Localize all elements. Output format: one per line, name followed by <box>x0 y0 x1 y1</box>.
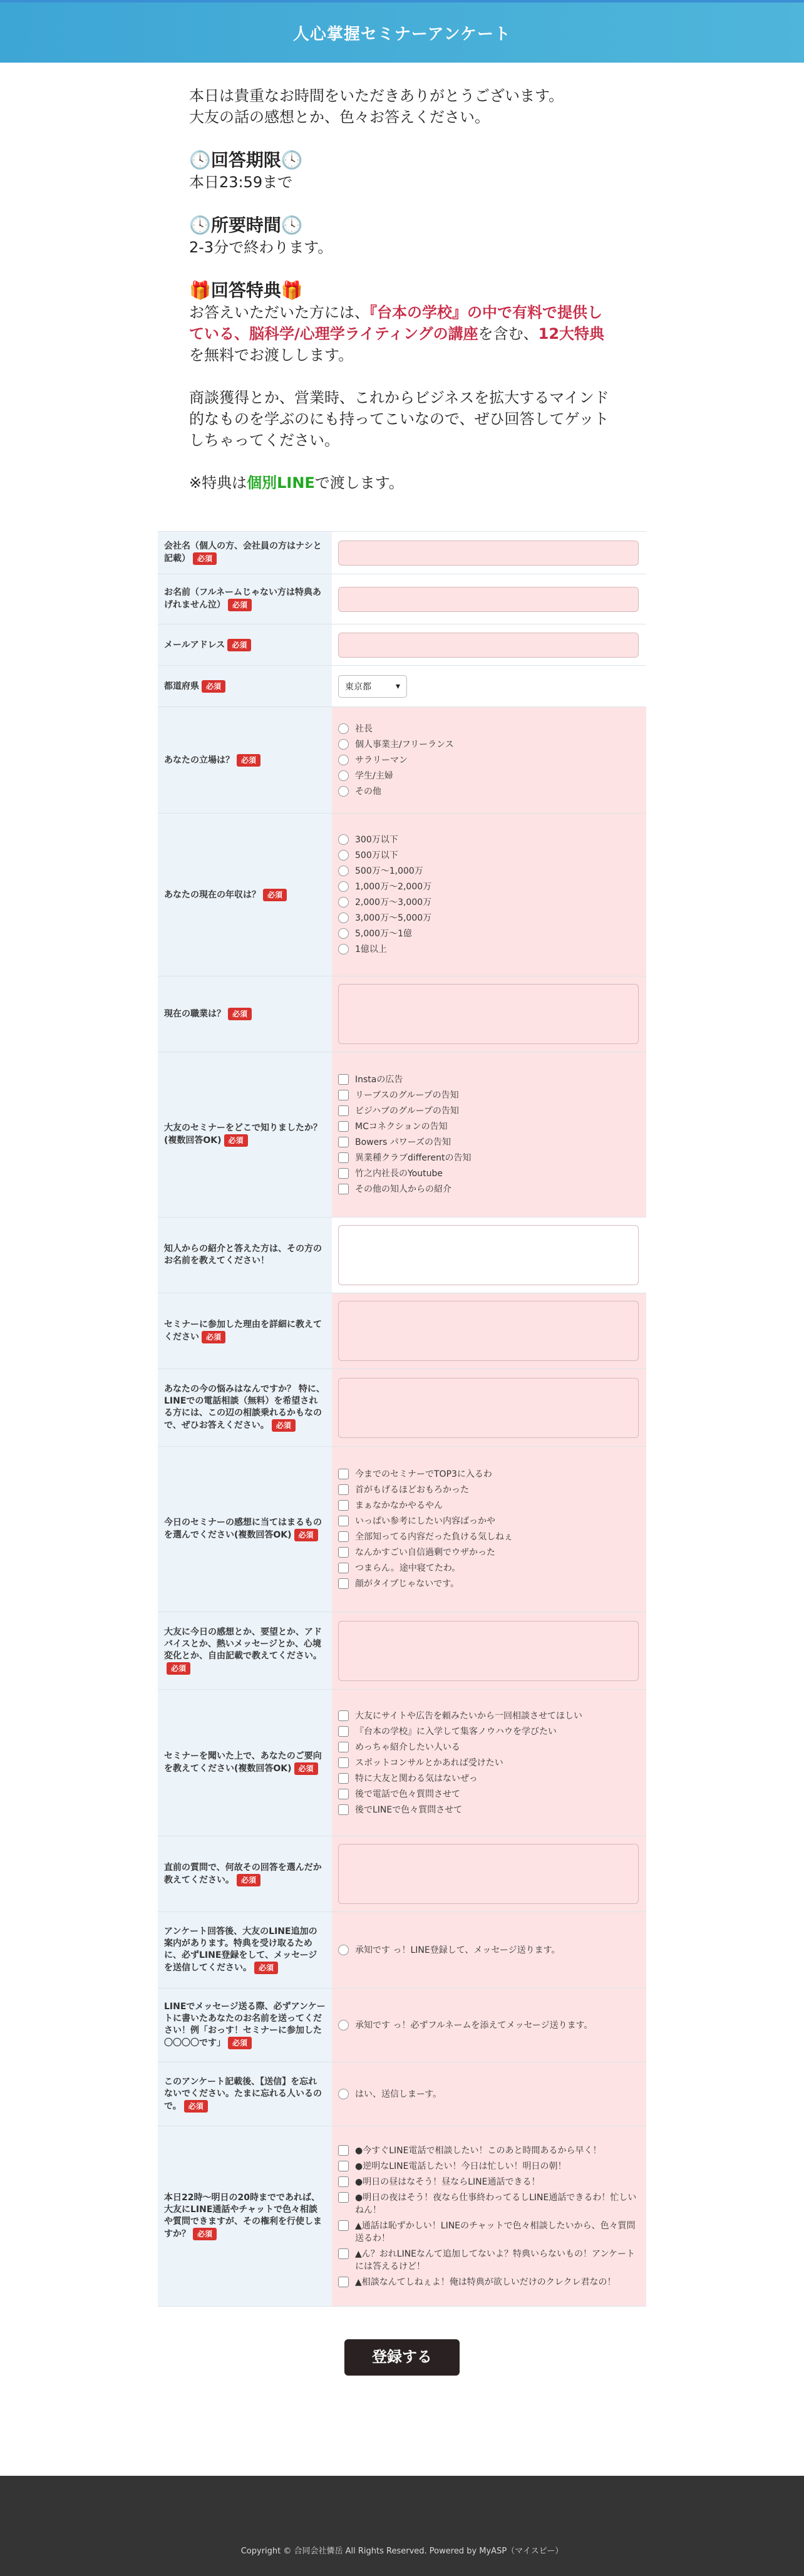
radio-button[interactable] <box>338 755 349 765</box>
impression-option[interactable]: 今までのセミナーでTOP3に入るわ <box>338 1468 640 1481</box>
bonus-note: ※特典は個別LINEで渡します。 <box>189 474 404 492</box>
income-option[interactable]: 2,000万〜3,000万 <box>338 896 640 909</box>
checkbox[interactable] <box>338 1757 349 1768</box>
checkbox[interactable] <box>338 1531 349 1542</box>
row-company <box>158 532 646 574</box>
position-label: あなたの立場は？ 必須 <box>158 707 332 814</box>
radio-button[interactable] <box>338 897 349 908</box>
line-name-option[interactable]: 承知です っ！必ずフルネームを添えてメッセージ送ります。 <box>338 2019 640 2032</box>
row-line-name <box>158 1989 646 2062</box>
required-badge: 必須 <box>202 680 225 693</box>
checkbox[interactable] <box>338 1742 349 1752</box>
row-position <box>158 707 646 814</box>
bonus-heading <box>189 279 615 302</box>
required-badge: 必須 <box>193 552 217 565</box>
checkbox[interactable] <box>338 1184 349 1194</box>
submit-row <box>0 2339 804 2376</box>
radio-button[interactable] <box>338 866 349 876</box>
required-badge: 必須 <box>237 754 260 767</box>
checkbox[interactable] <box>338 1578 349 1589</box>
call-option[interactable]: ●明日の昼はなそう！昼ならLINE通話できる！ <box>338 2176 640 2188</box>
email-label: メールアドレス 必須 <box>158 624 332 666</box>
checkbox[interactable] <box>338 1710 349 1721</box>
call-label: 本日22時〜明日の20時までであれば、大友にLINE通話やチャットで色々相談や質問できますが、その権利を行使しますか？ 必須 <box>158 2126 332 2307</box>
row-source <box>158 1052 646 1218</box>
row-job <box>158 976 646 1052</box>
radio-button[interactable] <box>338 2020 349 2030</box>
source-option[interactable]: 竹之内社長のYoutube <box>338 1167 640 1180</box>
row-send <box>158 2062 646 2126</box>
reason-label: セミナーに参加した理由を詳細に教えてください 必須 <box>158 1293 332 1369</box>
wish-option[interactable]: スポットコンサルとかあれば受けたい <box>338 1757 640 1769</box>
required-badge: 必須 <box>294 1762 318 1775</box>
chevron-down-icon: ▾ <box>395 681 400 691</box>
checkbox[interactable] <box>338 1516 349 1526</box>
call-option[interactable]: ●逆明なLINE電話したい！今日は忙しい！明日の朝！ <box>338 2160 640 2173</box>
copyright-text: Copyright © 合同会社憐岳 All Rights Reserved. Powered by MyASP（マイスピー） <box>240 2547 564 2556</box>
submit-button[interactable]: 登録する <box>344 2339 460 2376</box>
clock-icon: 🕓 <box>281 150 303 170</box>
duration-heading <box>189 214 615 237</box>
row-worry <box>158 1369 646 1447</box>
impression-option[interactable]: なんかすごい自信過剰でウザかった <box>338 1546 640 1559</box>
line-label: アンケート回答後、大友のLINE追加の案内があります。特典を受け取るために、必ずLINE登録をして、メッセージを送信してください。 必須 <box>158 1912 332 1989</box>
row-reason <box>158 1293 646 1369</box>
income-option[interactable]: 1,000万〜2,000万 <box>338 881 640 893</box>
wish-label: セミナーを聞いた上で、あなたのご要向を教えてください(複数回答OK) 必須 <box>158 1690 332 1836</box>
position-option[interactable]: その他 <box>338 785 640 798</box>
row-call <box>158 2126 646 2307</box>
checkbox[interactable] <box>338 2176 349 2187</box>
prefecture-select[interactable]: 東京都 ▾ <box>338 675 407 698</box>
required-badge: 必須 <box>294 1529 318 1541</box>
radio-button[interactable] <box>338 786 349 797</box>
prefecture-label: 都道府県 必須 <box>158 666 332 707</box>
checkbox[interactable] <box>338 1500 349 1511</box>
required-badge: 必須 <box>263 889 287 901</box>
job-label: 現在の職業は？ 必須 <box>158 976 332 1052</box>
survey-form <box>158 531 646 2307</box>
bonus-text: お答えいただいた方には、『台本の学校』の中で有料で提供している、脳科学/心理学ライティングの講座を含む、12大特典を無料でお渡しします。 <box>189 304 605 364</box>
impression-option[interactable]: いっぱい参考にしたい内容ばっかや <box>338 1515 640 1528</box>
name-label: お名前（フルネームじゃない方は特典あげれません泣） 必須 <box>158 574 332 624</box>
greeting-line-1: 本日は貴重なお時間をいただきありがとうございます。 <box>189 87 564 105</box>
greeting-line-2: 大友の話の感想とか、色々お答えください。 <box>189 108 490 126</box>
row-name <box>158 574 646 624</box>
required-badge: 必須 <box>237 1874 260 1886</box>
required-badge: 必須 <box>227 639 251 651</box>
choice-textarea[interactable] <box>338 1844 639 1904</box>
wish-option[interactable]: 後でLINEで色々質問させて <box>338 1804 640 1816</box>
checkbox[interactable] <box>338 1121 349 1132</box>
radio-button[interactable] <box>338 850 349 861</box>
checkbox[interactable] <box>338 2161 349 2171</box>
referral-textarea[interactable] <box>338 1225 639 1285</box>
checkbox[interactable] <box>338 1469 349 1479</box>
send-label: このアンケート記載後、【送信】を忘れないでください。たまに忘れる人いるので。 必須 <box>158 2062 332 2126</box>
row-prefecture <box>158 666 646 707</box>
row-line <box>158 1912 646 1989</box>
checkbox[interactable] <box>338 2220 349 2231</box>
checkbox[interactable] <box>338 1789 349 1799</box>
source-label: 大友のセミナーをどこで知りましたか？(複数回答OK) 必須 <box>158 1052 332 1218</box>
company-input[interactable] <box>338 541 639 566</box>
checkbox[interactable] <box>338 1773 349 1784</box>
worry-label: あなたの今の悩みはなんですか？ 特に、LINEでの電話相談（無料）を希望される方には、この辺の相談乗れるかもなので、ぜひお答えください。 必須 <box>158 1369 332 1447</box>
clock-icon: 🕓 <box>189 150 211 170</box>
row-referral <box>158 1218 646 1293</box>
required-badge: 必須 <box>193 2228 217 2240</box>
checkbox[interactable] <box>338 1547 349 1558</box>
call-option[interactable]: ●明日の夜はそう！夜なら仕事終わってるしLINE通話できるわ！忙しいねん！ <box>338 2191 640 2216</box>
choice-label: 直前の質問で、何故その回答を選んだか教えてください。 必須 <box>158 1836 332 1912</box>
wish-option[interactable]: 『台本の学校』に入学して集客ノウハウを学びたい <box>338 1725 640 1738</box>
checkbox[interactable] <box>338 1168 349 1179</box>
company-label: 会社名（個人の方、会社員の方はナシと記載） 必須 <box>158 532 332 574</box>
checkbox[interactable] <box>338 1484 349 1495</box>
required-badge: 必須 <box>202 1331 225 1343</box>
radio-button[interactable] <box>338 881 349 892</box>
required-badge: 必須 <box>228 1008 252 1020</box>
income-option[interactable]: 1億以上 <box>338 943 640 956</box>
income-label: あなたの現在の年収は？ 必須 <box>158 814 332 976</box>
wish-option[interactable]: 後で電話で色々質問させて <box>338 1788 640 1801</box>
checkbox[interactable] <box>338 1137 349 1147</box>
page-title: 人心掌握セミナーアンケート <box>292 24 512 44</box>
position-option[interactable]: 社長 <box>338 723 640 735</box>
reason-textarea[interactable] <box>338 1301 639 1361</box>
impression-option[interactable]: まぁなかなかやるやん <box>338 1499 640 1512</box>
job-textarea[interactable] <box>338 984 639 1044</box>
deadline-text: 本日23:59まで <box>189 173 293 191</box>
wish-option[interactable]: 特に大友と関わる気はないぜっ <box>338 1772 640 1785</box>
checkbox[interactable] <box>338 2192 349 2203</box>
source-option[interactable]: ビジハブのグループの告知 <box>338 1105 640 1117</box>
checkbox[interactable] <box>338 1090 349 1100</box>
income-option[interactable]: 3,000万〜5,000万 <box>338 912 640 924</box>
source-option[interactable]: 異業種クラブdifferentの告知 <box>338 1152 640 1164</box>
intro-section <box>189 85 615 494</box>
radio-button[interactable] <box>338 944 349 954</box>
send-option[interactable]: はい、送信しまーす。 <box>338 2088 640 2101</box>
position-option[interactable]: 個人事業主/フリーランス <box>338 738 640 751</box>
source-option[interactable]: Bowers パワーズの告知 <box>338 1136 640 1149</box>
checkbox[interactable] <box>338 2248 349 2259</box>
radio-button[interactable] <box>338 739 349 750</box>
impression-option[interactable]: 顔がタイプじゃないです。 <box>338 1578 640 1590</box>
email-input[interactable] <box>338 633 639 658</box>
row-impression <box>158 1447 646 1612</box>
required-badge: 必須 <box>228 2037 252 2049</box>
clock-icon: 🕓 <box>189 215 211 235</box>
radio-button[interactable] <box>338 1945 349 1955</box>
checkbox[interactable] <box>338 1804 349 1815</box>
radio-button[interactable] <box>338 2089 349 2099</box>
call-option[interactable]: ●今すぐLINE電話で相談したい！このあと時間あるから早く！ <box>338 2144 640 2157</box>
income-option[interactable]: 500万〜1,000万 <box>338 865 640 877</box>
wish-option[interactable]: 大友にサイトや広告を頼みたいから一回相談させてほしい <box>338 1710 640 1722</box>
bonus-title: 回答特典 <box>210 280 281 301</box>
call-option[interactable]: ▲通話は恥ずかしい！LINEのチャットで色々相談したいから、色々質問送るわ！ <box>338 2220 640 2245</box>
checkbox[interactable] <box>338 2145 349 2156</box>
radio-button[interactable] <box>338 770 349 781</box>
source-option[interactable]: リーブスのグループの告知 <box>338 1089 640 1102</box>
duration-text: 2-3分で終わります。 <box>189 239 333 256</box>
page-header <box>0 3 804 63</box>
income-option[interactable]: 300万以下 <box>338 834 640 846</box>
name-input[interactable] <box>338 587 639 612</box>
income-option[interactable]: 5,000万〜1億 <box>338 928 640 940</box>
gift-icon: 🎁 <box>189 280 211 301</box>
deadline-heading <box>189 149 615 172</box>
source-option[interactable]: Instaの広告 <box>338 1073 640 1086</box>
impression-option[interactable]: つまらん。途中寝てたわ。 <box>338 1562 640 1575</box>
row-wish <box>158 1690 646 1836</box>
checkbox[interactable] <box>338 1726 349 1737</box>
required-badge: 必須 <box>224 1134 248 1147</box>
radio-button[interactable] <box>338 834 349 845</box>
required-badge: 必須 <box>228 599 252 611</box>
required-badge: 必須 <box>272 1419 296 1432</box>
call-option[interactable]: ▲ん？おれLINEなんて追加してないよ？特典いらないもの！アンケートには答えるけど！ <box>338 2248 640 2273</box>
source-option[interactable]: その他の知人からの紹介 <box>338 1183 640 1196</box>
source-option[interactable]: MCコネクションの告知 <box>338 1120 640 1133</box>
line-option[interactable]: 承知です っ！LINE登録して、メッセージ送ります。 <box>338 1944 640 1957</box>
line-name-label: LINEでメッセージ送る際、必ずアンケートに書いたあなたのお名前を送ってください！例「おっす！セミナーに参加した〇〇〇〇です」 必須 <box>158 1989 332 2062</box>
worry-textarea[interactable] <box>338 1378 639 1438</box>
checkbox[interactable] <box>338 1105 349 1116</box>
impression-option[interactable]: 全部知ってる内容だった負ける気しねぇ <box>338 1531 640 1543</box>
row-choice-reason <box>158 1836 646 1912</box>
referral-label: 知人からの紹介と答えた方は、その方のお名前を教えてください！ <box>158 1218 332 1293</box>
radio-button[interactable] <box>338 723 349 734</box>
checkbox[interactable] <box>338 1074 349 1085</box>
position-option[interactable]: サラリーマン <box>338 754 640 767</box>
required-badge: 必須 <box>254 1962 278 1974</box>
required-badge: 必須 <box>184 2100 208 2113</box>
message-label: 大友に今日の感想とか、要望とか、アドバイスとか、熱いメッセージとか、心境変化とか、自由記載で教えてください。必須 <box>158 1612 332 1690</box>
call-option[interactable]: ▲相談なんてしねぇよ！俺は特典が欲しいだけのクレクレ君なの！ <box>338 2276 640 2289</box>
checkbox[interactable] <box>338 2277 349 2287</box>
duration-title: 所要時間 <box>210 215 281 235</box>
row-email <box>158 624 646 666</box>
wish-option[interactable]: めっちゃ紹介したい人いる <box>338 1741 640 1754</box>
deadline-title: 回答期限 <box>210 150 281 170</box>
impression-option[interactable]: 首がもげるほどおもろかった <box>338 1484 640 1496</box>
impression-label: 今日のセミナーの感想に当てはまるものを選んでください(複数回答OK) 必須 <box>158 1447 332 1612</box>
checkbox[interactable] <box>338 1152 349 1163</box>
radio-button[interactable] <box>338 928 349 939</box>
business-text: 商談獲得とか、営業時、これからビジネスを拡大するマインド的なものを学ぶのにも持ってこいなので、ぜひ回答してゲットしちゃってください。 <box>189 389 609 449</box>
gift-icon: 🎁 <box>281 280 303 301</box>
page-footer <box>0 2476 804 2576</box>
row-income <box>158 814 646 976</box>
required-badge: 必須 <box>167 1662 190 1675</box>
income-option[interactable]: 500万以下 <box>338 849 640 862</box>
message-textarea[interactable] <box>338 1621 639 1681</box>
row-message <box>158 1612 646 1690</box>
radio-button[interactable] <box>338 913 349 923</box>
checkbox[interactable] <box>338 1563 349 1573</box>
position-option[interactable]: 学生/主婦 <box>338 770 640 782</box>
clock-icon: 🕓 <box>281 215 303 235</box>
